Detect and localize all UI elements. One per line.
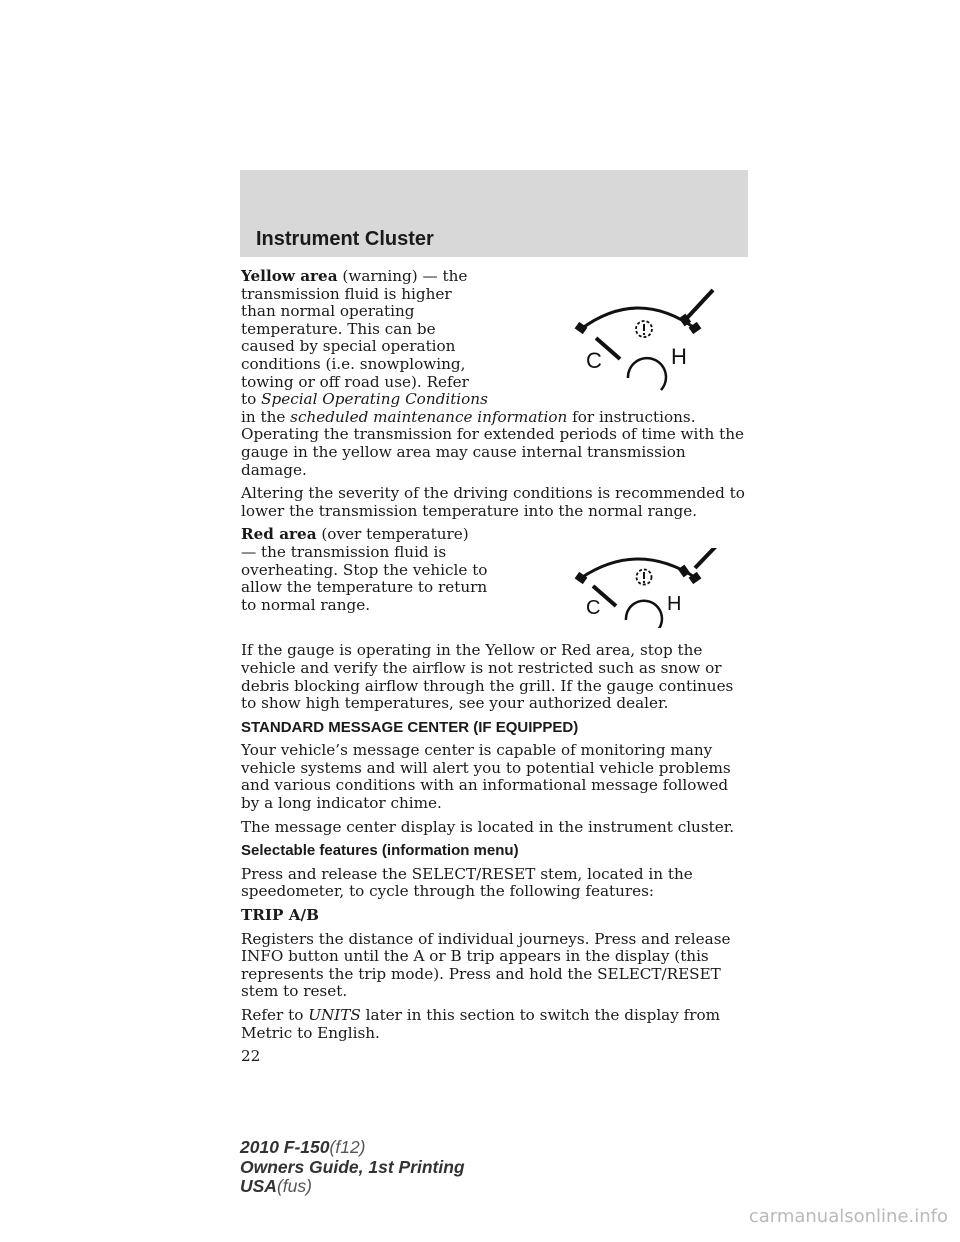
- trip-paragraph: Registers the distance of individual journeys. Press and release INFO button until the A or B trip appears in the display (this represents the trip mode). Press and hold the SELECT/RESET stem to reset.: [241, 929, 731, 1001]
- selectable-features-heading: Selectable features (information menu): [241, 842, 519, 860]
- svg-text:C: C: [586, 597, 601, 620]
- svg-text:C: C: [586, 348, 602, 373]
- altering-paragraph: Altering the severity of the driving conditions is recommended to lower the transmission temperature into the normal range.: [241, 484, 745, 520]
- gauge-note-paragraph: If the gauge is operating in the Yellow or Red area, stop the vehicle and verify the airflow is not restricted such as snow or debris blocking airflow through the grill. If the gauge continues to show high temperatures, see your authorized dealer.: [241, 641, 734, 713]
- yellow-area-paragraph: Yellow area (warning) — the transmission fluid is higher than normal operating temperature. This can be caused by special operation conditions (i.e. snowplowing, towing or off road use). Refer to Special Operating Conditions in the scheduled maintenance information for instructions. Operating the transmission for extended periods of time with the gauge in the yellow area may cause internal transmission damage.: [241, 267, 744, 479]
- temperature-gauge-icon: [488, 548, 748, 628]
- message-center-location-paragraph: The message center display is located in the instrument cluster.: [241, 817, 735, 836]
- watermark: carmanualsonline.info: [748, 1206, 948, 1227]
- trip-heading: TRIP A/B: [241, 906, 319, 925]
- message-center-heading: STANDARD MESSAGE CENTER (IF EQUIPPED): [241, 718, 579, 736]
- message-center-paragraph: Your vehicle’s message center is capable of monitoring many vehicle systems and will alert you to potential vehicle problems and various conditions with an informational message followed by a long indicator chime.: [241, 741, 731, 813]
- selectable-features-paragraph: Press and release the SELECT/RESET stem, located in the speedometer, to cycle through the following features:: [241, 864, 693, 901]
- page-number: 22: [241, 1047, 261, 1066]
- red-area-paragraph: Red area (over temperature) — the transmission fluid is overheating. Stop the vehicle to allow the temperature to return to normal range.: [241, 525, 488, 614]
- section-header-bar: [240, 170, 748, 257]
- svg-text:H: H: [667, 593, 682, 616]
- print-footer: 2010 F-150(f12) Owners Guide, 1st Printing USA(fus): [240, 1137, 465, 1196]
- units-reference-paragraph: Refer to UNITS later in this section to switch the display from Metric to English.: [241, 1006, 721, 1042]
- svg-text:H: H: [671, 344, 687, 369]
- section-title: Instrument Cluster: [256, 228, 434, 250]
- page-content: [241, 268, 748, 1072]
- temperature-gauge-icon: [488, 282, 748, 398]
- red-area-gauge-illustration: [488, 548, 748, 628]
- yellow-area-gauge-illustration: [488, 282, 748, 398]
